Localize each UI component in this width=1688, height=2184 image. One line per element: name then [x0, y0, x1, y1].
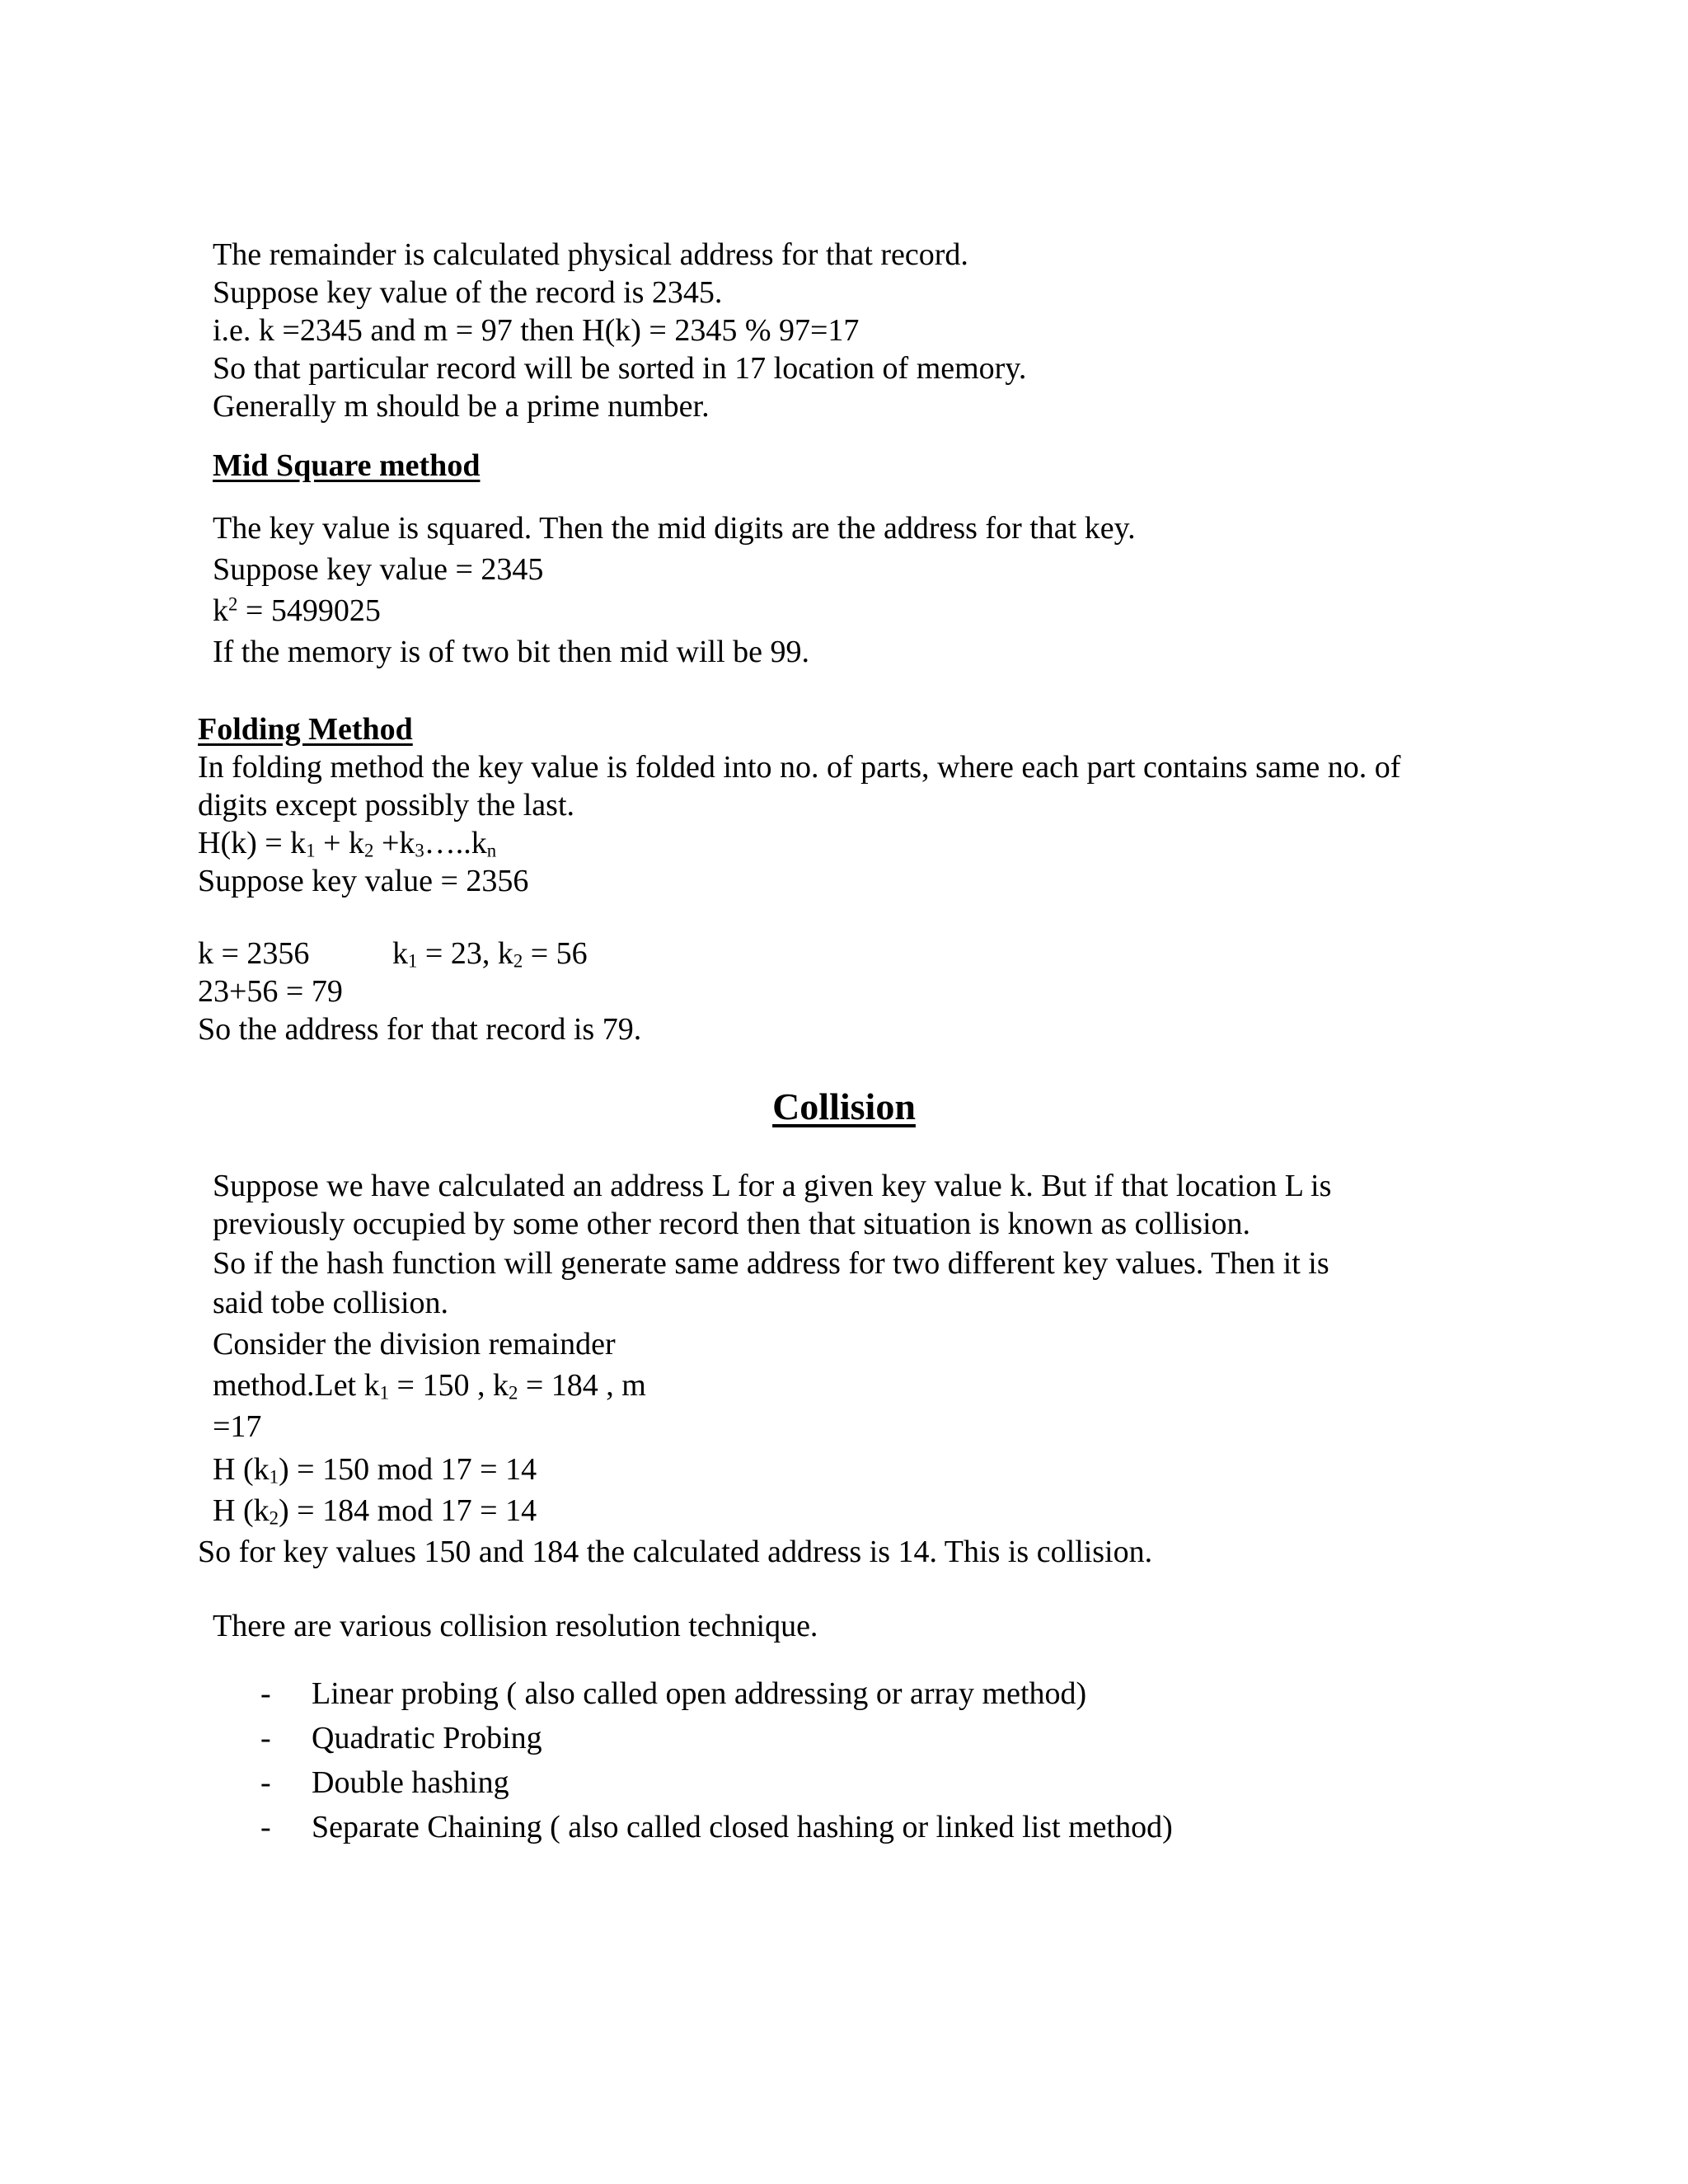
folding-example-k: k = 2356: [198, 936, 310, 971]
collision-line-1: Suppose we have calculated an address L for a given key value k. But if that location L is: [213, 1169, 1332, 1203]
folding-line-2: digits except possibly the last.: [198, 788, 575, 823]
division-line-1: The remainder is calculated physical address for that record.: [213, 237, 968, 272]
folding-line-4: Suppose key value = 2356: [198, 864, 529, 898]
bullet-dash: -: [260, 1810, 271, 1844]
collision-hash-k2: H $(k_2) = 184$ mod 17 = 14: [213, 1493, 537, 1529]
bullet-dash: -: [260, 1765, 271, 1800]
mid-square-k-squared: $k^2 = 5499025$: [213, 593, 381, 628]
mid-square-heading: Mid Square method: [213, 448, 481, 483]
technique-double-hashing: Double hashing: [312, 1765, 509, 1800]
folding-sum: 23+56 = 79: [198, 974, 343, 1009]
mid-square-line-1: The key value is squared. Then the mid digits are the address for that key.: [213, 511, 1136, 546]
folding-result: So the address for that record is 79.: [198, 1012, 642, 1047]
collision-line-5: Consider the division remainder: [213, 1327, 616, 1361]
mid-square-line-4: If the memory is of two bit then mid will be 99.: [213, 635, 810, 669]
division-line-3: i.e. k =2345 and m = 97 then H(k) = 2345 % 97=17: [213, 313, 860, 348]
technique-separate-chaining: Separate Chaining ( also called closed hashing or linked list method): [312, 1810, 1173, 1844]
collision-conclusion: So for key values 150 and 184 the calculated address is 14. This is collision.: [198, 1535, 1153, 1569]
collision-intro: There are various collision resolution technique.: [213, 1609, 818, 1643]
folding-line-1: In folding method the key value is folded into no. of parts, where each part contains same no. of: [198, 750, 1401, 785]
collision-line-4: said tobe collision.: [213, 1286, 449, 1320]
folding-formula: $H(k) = k_1 + k_2$ $+k_3\dots..k_n$: [198, 826, 497, 861]
collision-line-3: So if the hash function will generate same address for two different key values. Then it is: [213, 1246, 1329, 1281]
division-line-2: Suppose key value of the record is 2345.: [213, 275, 723, 310]
bullet-dash: -: [260, 1721, 271, 1755]
division-line-5: Generally m should be a prime number.: [213, 389, 710, 424]
division-line-4: So that particular record will be sorted in 17 location of memory.: [213, 351, 1027, 386]
technique-linear-probing: Linear probing ( also called open addressing or array method): [312, 1676, 1087, 1711]
collision-title: Collision: [772, 1085, 916, 1127]
collision-line-6: method.Let $k_1 = 150$ , $k_2 = 184$ , m: [213, 1368, 646, 1404]
technique-quadratic-probing: Quadratic Probing: [312, 1721, 542, 1755]
collision-hash-k1: H $(k_1) = 150$ mod 17 = 14: [213, 1452, 537, 1488]
collision-line-2: previously occupied by some other record then that situation is known as collision.: [213, 1207, 1251, 1241]
collision-line-7: =17: [213, 1409, 262, 1444]
bullet-dash: -: [260, 1676, 271, 1711]
mid-square-line-2: Suppose key value = 2345: [213, 552, 544, 587]
folding-example-parts: $k_1 = 23$, $k_2 = 56$: [392, 936, 588, 972]
folding-heading: Folding Method: [198, 712, 413, 747]
